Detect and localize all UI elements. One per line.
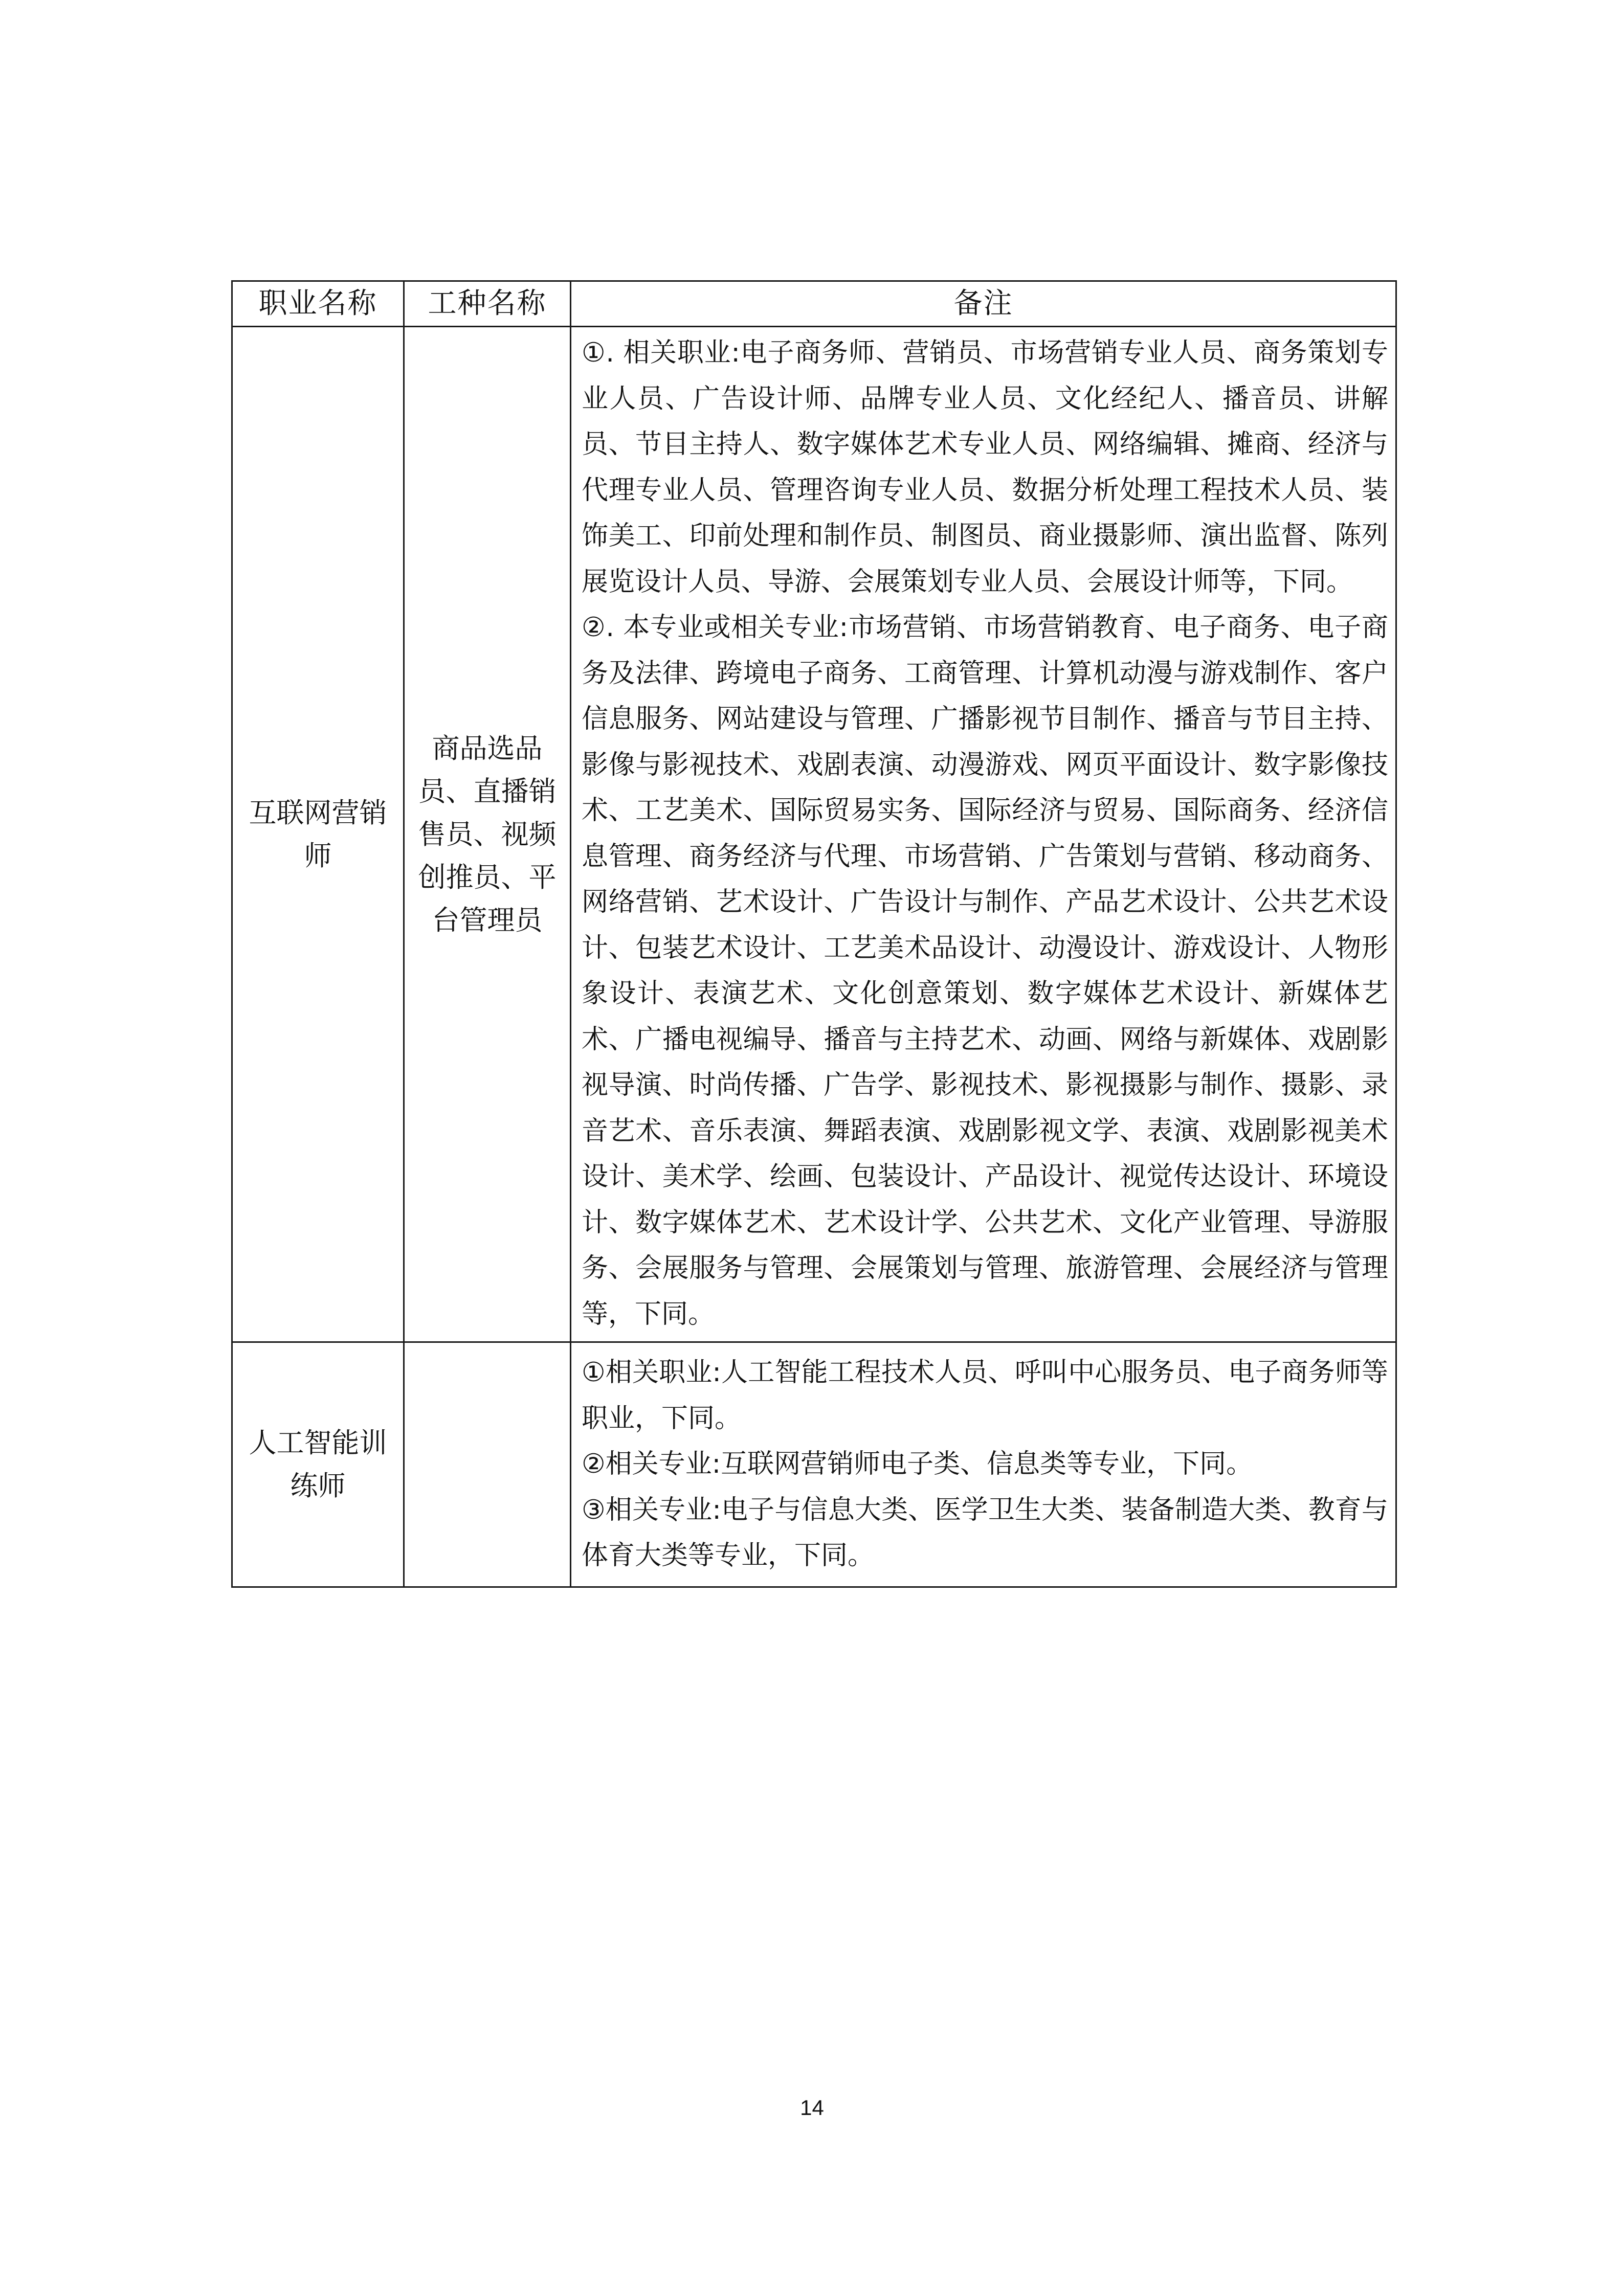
remarks-paragraph: ①. 相关职业:电子商务师、营销员、市场营销专业人员、商务策划专业人员、广告设计师、品牌专业人员、文化经纪人、播音员、讲解员、节目主持人、数字媒体艺术专业人员、网络编辑、摊商、经济与代理专业人员、管理咨询专业人员、数据分析处理工程技术人员、装饰美工、印前处理和制作员、制图员、商业摄影师、演出监督、陈列展览设计人员、导游、会展策划专业人员、会展设计师等，下同。 [582, 337, 1388, 597]
remarks-paragraph: ①相关职业:人工智能工程技术人员、呼叫中心服务员、电子商务师等职业，下同。 [582, 1357, 1388, 1434]
header-work-type: 工种名称 [404, 281, 571, 327]
remarks-cell [571, 327, 1396, 1342]
remarks-paragraph: ②相关专业:互联网营销师电子类、信息类等专业，下同。 [582, 1449, 1253, 1479]
occupation-table [231, 280, 1397, 1588]
page-number: 14 [800, 2096, 824, 2120]
occupation-cell: 互联网营销师 [232, 327, 404, 1342]
header-occupation: 职业名称 [232, 281, 404, 327]
work-type-cell: 商品选品员、直播销售员、视频创推员、平台管理员 [404, 327, 571, 1342]
occupation-cell: 人工智能训练师 [232, 1342, 404, 1587]
remarks-paragraph: ②. 本专业或相关专业:市场营销、市场营销教育、电子商务、电子商务及法律、跨境电子商务、工商管理、计算机动漫与游戏制作、客户信息服务、网站建设与管理、广播影视节目制作、播音与节目主持、影像与影视技术、戏剧表演、动漫游戏、网页平面设计、数字影像技术、工艺美术、国际贸易实务、国际经济与贸易、国际商务、经济信息管理、商务经济与代理、市场营销、广告策划与营销、移动商务、网络营销、艺术设计、广告设计与制作、产品艺术设计、公共艺术设计、包装艺术设计、工艺美术品设计、动漫设计、游戏设计、人物形象设计、表演艺术、文化创意策划、数字媒体艺术设计、新媒体艺术、广播电视编导、播音与主持艺术、动画、网络与新媒体、戏剧影视导演、时尚传播、广告学、影视技术、影视摄影与制作、摄影、录音艺术、音乐表演、舞蹈表演、戏剧影视文学、表演、戏剧影视美术设计、美术学、绘画、包装设计、产品设计、视觉传达设计、环境设计、数字媒体艺术、艺术设计学、公共艺术、文化产业管理、导游服务、会展服务与管理、会展策划与管理、旅游管理、会展经济与管理等，下同。 [582, 612, 1388, 1330]
table-row [232, 327, 1396, 1342]
table-header-row [232, 281, 1396, 327]
work-type-cell [404, 1342, 571, 1587]
header-remarks: 备注 [571, 281, 1396, 327]
remarks-cell [571, 1342, 1396, 1587]
table-row [232, 1342, 1396, 1587]
remarks-paragraph: ③相关专业:电子与信息大类、医学卫生大类、装备制造大类、教育与体育大类等专业，下同。 [582, 1494, 1388, 1571]
